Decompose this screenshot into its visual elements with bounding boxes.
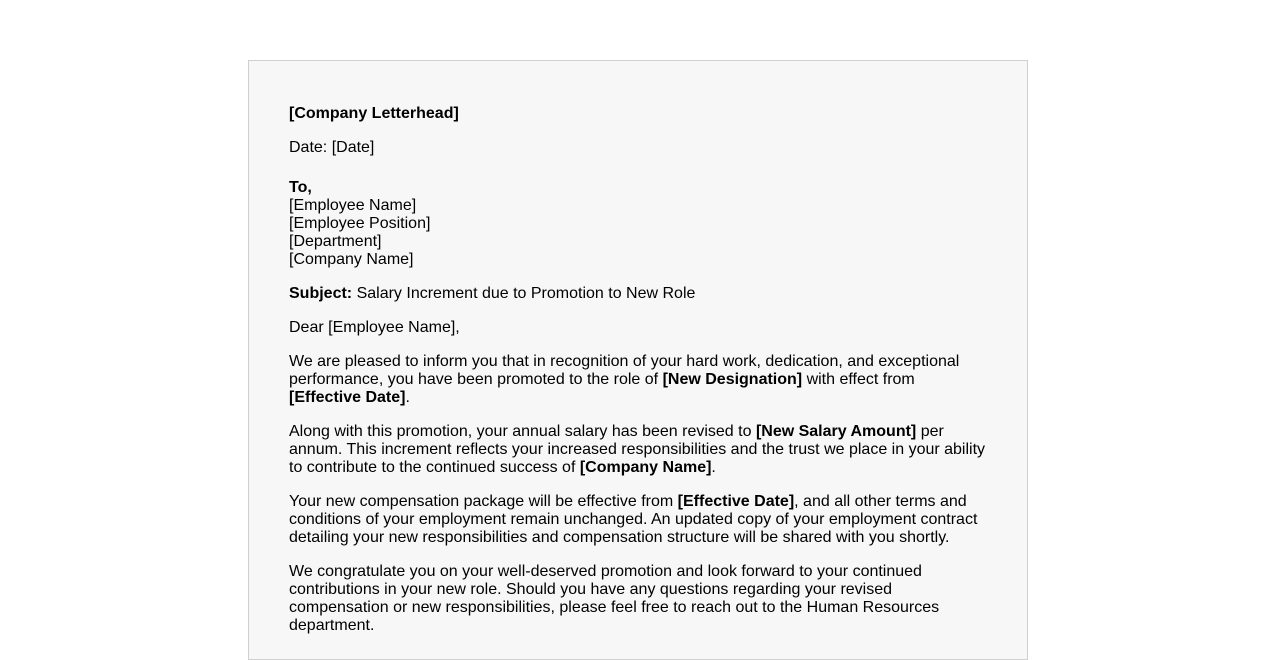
recipient-block <box>289 179 989 269</box>
new-designation-placeholder: [New Designation] <box>662 371 803 388</box>
recipient-label: To, <box>289 179 312 196</box>
paragraph-text: Along with this promotion, your annual salary has been revised to <box>289 423 756 440</box>
recipient-department: [Department] <box>289 233 382 250</box>
new-salary-placeholder: [New Salary Amount] <box>755 423 917 440</box>
effective-date-placeholder: [Effective Date] <box>289 389 406 406</box>
paragraph-text: We are pleased to inform you that in recognition of your hard work, dedication, and exceptional performance, you have been promoted to the role of <box>289 353 960 388</box>
paragraph-text: Your new compensation package will be effective from <box>289 493 678 510</box>
subject-line <box>289 285 989 303</box>
recipient-company: [Company Name] <box>289 251 414 268</box>
salutation: Dear [Employee Name], <box>289 319 460 336</box>
effective-date-placeholder: [Effective Date] <box>677 493 795 510</box>
date-line: Date: [Date] <box>289 139 375 156</box>
recipient-position: [Employee Position] <box>289 215 431 232</box>
letter-body <box>289 105 989 651</box>
paragraph-text: . <box>405 389 410 406</box>
paragraph-text: . <box>711 459 716 476</box>
paragraph-congratulations: We congratulate you on your well-deserved promotion and look forward to your continued contributions in your new role. Should you have any questions regarding your revised compensation or new responsibilities, please feel free to reach out to the Human Resources department. <box>289 563 940 634</box>
letter-page <box>248 60 1028 660</box>
paragraph-promotion <box>289 353 989 407</box>
company-letterhead: [Company Letterhead] <box>289 105 459 122</box>
subject-label: Subject: <box>289 285 353 302</box>
subject-text: Salary Increment due to Promotion to New Role <box>352 285 696 302</box>
paragraph-text: , and all other terms and conditions of your employment remain unchanged. An updated copy of your employment contract detailing your new responsibilities and compensation structure will be shared with you shortly. <box>289 493 978 546</box>
paragraph-text: per annum. This increment reflects your increased responsibilities and the trust we place in your ability to contribute to the continued success of <box>289 423 986 476</box>
paragraph-compensation <box>289 493 989 547</box>
company-name-placeholder: [Company Name] <box>579 459 712 476</box>
paragraph-salary <box>289 423 989 477</box>
paragraph-text: with effect from <box>802 371 915 388</box>
recipient-name: [Employee Name] <box>289 197 417 214</box>
